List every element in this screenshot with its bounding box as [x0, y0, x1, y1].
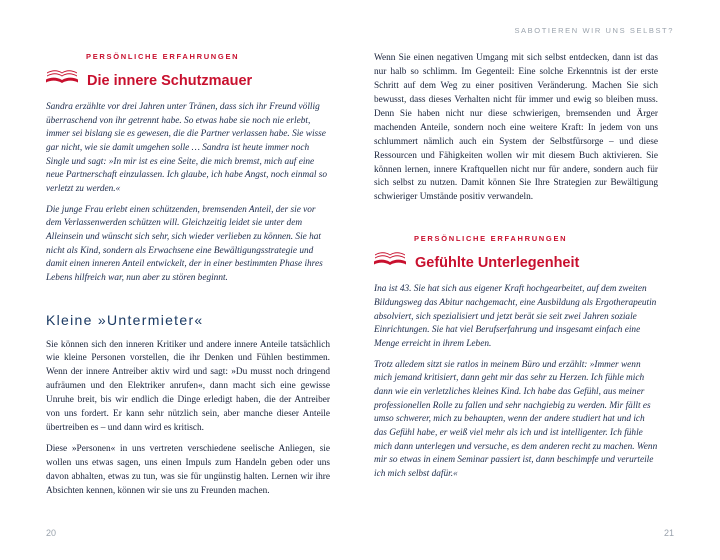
- open-book-icon: [374, 249, 406, 269]
- running-head: SABOTIEREN WIR UNS SELBST?: [514, 26, 674, 35]
- left-eyebrow-label: PERSÖNLICHE ERFAHRUNGEN: [86, 52, 240, 61]
- right-testimonial-paragraph-1: Ina ist 43. Sie hat sich aus eigener Kraft hochgearbeitet, auf dem zweiten Bildungsweg das Abitur nachgemacht, eine Ausbildung als Ergotherapeutin absolviert, sich spezialisiert und jetzt berät sie seit zwei Jahren soziale Einrichtungen. Sie hat viel Berufserfahrung und insgesamt einfach eine Menge erreicht in ihrem Leben.: [374, 284, 657, 349]
- right-column: [374, 52, 658, 514]
- left-testimonial-paragraph-2: Die junge Frau erlebt einen schützenden, bremsenden Anteil, der sie vor dem Verlassenwerden schützen will. Gleichzeitig leidet sie unter dem Alleinsein und wünscht sich sehr, sich wieder verlieben zu können. Sie hat nicht als Kind, sondern als Erwachsene eine Bewältigungsstrategie und damit einen inneren Anteil entwickelt, der in einer bestimmten Phase ihres Lebens hilfreich war, nun aber zu stören beginnt.: [46, 204, 323, 283]
- page-number-right: 21: [663, 528, 674, 538]
- right-eyebrow-label: PERSÖNLICHE ERFAHRUNGEN: [414, 234, 568, 244]
- left-body-paragraph-1: Sie können sich den inneren Kritiker und andere innere Anteile tatsächlich wie kleine Personen vorstellen, die ihr Denken und Fühlen bestimmen. Wenn der innere Antreiber aktiv wird und sagt: »Du musst noch dringend aufräumen und den Elektriker anrufen«, dann macht sich eine gewisse Unruhe breit, bis wir endlich die Dinge erledigt haben, die der Antreiber von uns fordert. Er kann sehr nützlich sein, aber manche dieser Anteile übertreiben es – und dann wird es kritisch.: [46, 339, 330, 434]
- column-spacer: [374, 212, 658, 234]
- right-section-header: [374, 249, 658, 270]
- left-section-heading: Kleine »Untermieter«: [46, 311, 204, 328]
- right-testimonial-paragraph-2: Trotz alledem sitzt sie ratlos in meinem Büro und erzählt: »Immer wenn mich jemand kritisiert, dann geht mir das sehr zu Herzen. Ich fühle mich dann wie ein verletzliches kleines Kind. Ich habe das Gefühl, aus meiner professionellen Rolle zu fallen und sehr nachgiebig zu werden. Mir fällt es umso schwerer, mich zu behaupten, wenn der andere studiert hat und ich das Gefühl habe, er weiß viel mehr als ich und ist intelligenter. Ich fühle mich dann unterlegen und versuche, es dem anderen recht zu machen. Wenn mir so etwas in einem Seminar passiert ist, dann beschimpfe und verurteile ich mich selbst dafür.«: [374, 359, 658, 479]
- right-section-title: Gefühlte Unterlegenheit: [415, 254, 580, 271]
- page-number-left: 20: [46, 528, 57, 538]
- two-column-layout: [46, 52, 674, 514]
- left-section-header: [46, 67, 330, 88]
- left-column: [46, 52, 330, 514]
- right-opening-paragraph: Wenn Sie einen negativen Umgang mit sich selbst entdecken, dann ist das nur halb so schlimm. Im Gegenteil: Eine solche Erkenntnis ist der erste Schritt auf dem Weg zu einer positiven Veränderung. Machen Sie sich bewusst, dass dieses Verhalten nicht für immer und ewig so bleiben muss. Denn Sie haben nicht nur diese schwierigen, bremsenden und Ärger machenden Anteile, sondern noch eine weitere Kraft: In jedem von uns schlummert nämlich auch ein System der Selbstfürsorge – und diese Ressourcen und Fähigkeiten wollen wir mit diesem Buch aktivieren. Sie können lernen, innere Kraftquellen nicht nur für andere, sondern auch für sich selbst zu nutzen. Damit können Sie Ihre Strategien zur Bewältigung schwieriger Umstände positiv verwandeln.: [374, 53, 658, 203]
- open-book-icon: [46, 67, 78, 87]
- left-section-title: Die innere Schutzmauer: [87, 72, 253, 89]
- left-testimonial-paragraph-1: Sandra erzählte vor drei Jahren unter Tränen, dass sich ihr Freund völlig überraschend von ihr getrennt habe. So etwas habe sie noch nie erlebt, immer sei bislang sie es gewesen, die die Partner verlassen habe. Sie wisse gar nicht, wie sie damit umgehen solle … Sandra ist heute immer noch Single und sagt: »In mir ist es eine Seite, die mich bremst, mich auf eine neue Partnerschaft einzulassen. Ich glaube, ich habe Angst, noch einmal so verletzt zu werden.«: [46, 102, 328, 194]
- left-body-paragraph-2: Diese »Personen« in uns vertreten verschiedene seelische Anliegen, sie wollen uns etwas sagen, uns einen Impuls zum Handeln geben oder uns davon abhalten, etwas zu tun, was sie für ungünstig halten. Lernen wir ihre Absichten kennen, können wir sie uns zu Freunden machen.: [46, 444, 330, 496]
